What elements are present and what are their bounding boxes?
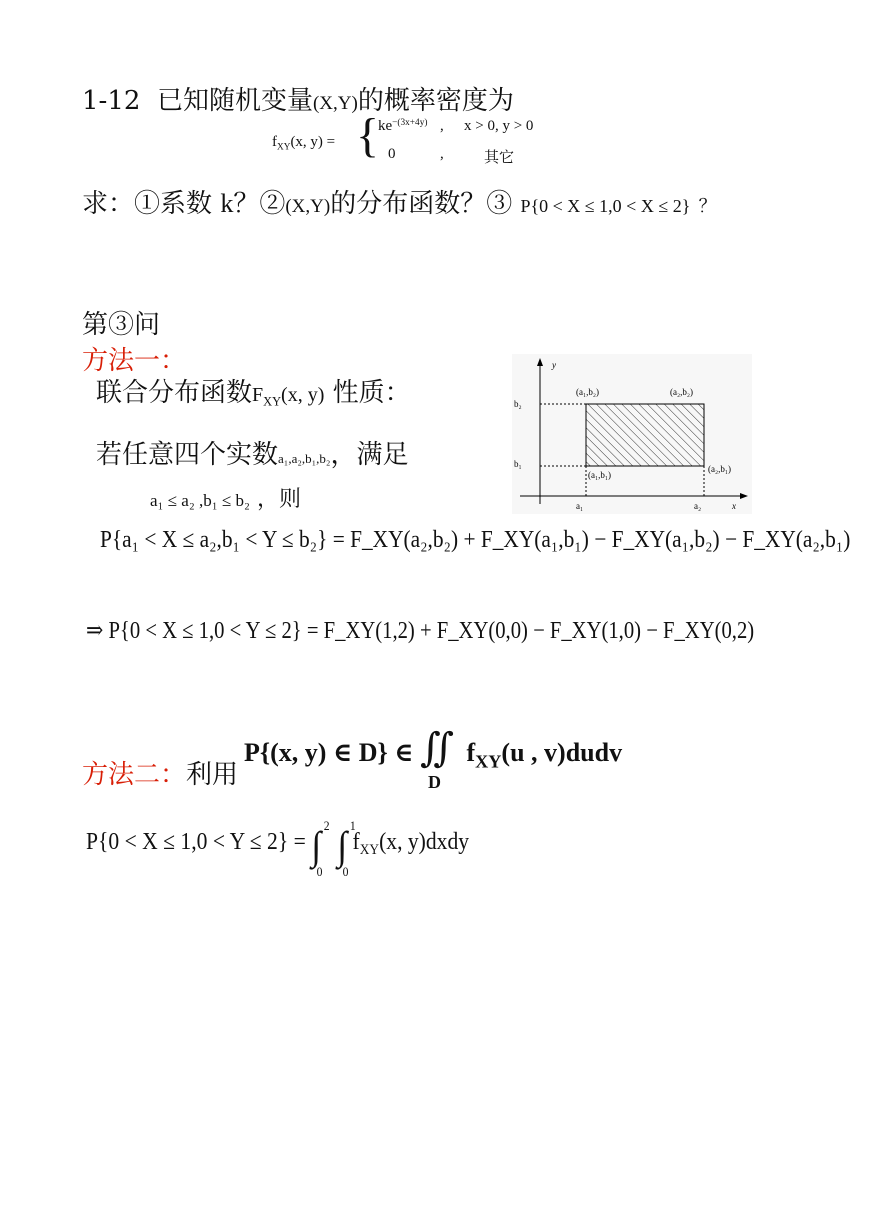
method2-formula: P{(x, y) ∈ D} ∈ ∬ D $f_{XY}(u$ , v)dudv: [244, 725, 623, 792]
q3-expr: P{0 < X ≤ 1,0 < X ≤ 2}: [520, 196, 691, 216]
intro-F: $F_{XY}(x$, y): [252, 384, 325, 409]
integral-outer: ∫ 2 0: [311, 818, 330, 879]
corner-a1b1: (a₁,b₁): [588, 470, 612, 480]
method1-title: 方法一：: [82, 346, 187, 376]
case2-comma: ,: [440, 146, 444, 162]
tick-a1: a₁: [576, 501, 584, 511]
formula-tail: (u , v)dudv: [501, 738, 623, 767]
region-label: D: [427, 772, 441, 792]
method2-calc: P{0 < X ≤ 1,0 < Y ≤ 2} = ∫ 2 0 ∫ 1 0 $f_{XY}(x$, y)dxdy: [86, 818, 470, 879]
tick-a2: a₂: [694, 501, 702, 511]
method1-result: ⇒ P{0 < X ≤ 1,0 < Y ≤ 2} = F_XY(1,2) + F_XY(0,0) − F_XY(1,0) − F_XY(0,2): [86, 618, 755, 644]
calc-f: f: [352, 829, 360, 855]
problem-rv: (X,Y): [312, 93, 358, 114]
tick-b2: b₂: [514, 399, 522, 409]
problem-stem: 已知随机变量: [156, 86, 313, 116]
cond-vars: a₁,a₂,b₁,b₂: [278, 451, 331, 466]
method2-header: [82, 754, 238, 791]
q1-mark: ①: [134, 189, 161, 219]
question-label: 求：: [82, 189, 135, 219]
integral-inner: ∫ 1 0: [337, 818, 356, 879]
corner-a2b1: (a₂,b₁): [708, 464, 732, 474]
corner-a2b2: (a₂,b₂): [670, 387, 694, 397]
case-brace: {: [356, 109, 380, 162]
axis-x-label: x: [732, 501, 736, 511]
q1-qmark: ？: [233, 189, 260, 219]
problem-number: 1-12: [82, 86, 141, 116]
calc-tail: (x, y)dxdy: [379, 829, 470, 855]
hatched-region: [586, 404, 704, 466]
case2-cond: 其它: [484, 148, 515, 166]
q1-k: k: [220, 189, 234, 218]
double-integral: ∬ D: [419, 725, 455, 792]
question-line: [82, 183, 717, 220]
formula-lhs: P{(x, y) ∈ D} ∈: [244, 738, 414, 767]
problem-stem-end: 的概率密度为: [357, 86, 514, 116]
part3-heading: 第③问: [82, 310, 161, 340]
axis-y-label: y: [552, 360, 556, 370]
case1-expr: $ke^{-(3x+4y)}$: [378, 117, 428, 134]
method1-formula: P{a₁ < X ≤ a₂,b₁ < Y ≤ b₂} = F_XY(a₂,b₂) + F_XY(a₁,b₁) − F_XY(a₁,b₂) − F_XY(a₂,b₁): [100, 527, 851, 553]
q2-mark: ②: [259, 189, 286, 219]
case2-expr: 0: [388, 146, 396, 162]
method2-use: 利用: [186, 760, 239, 790]
q3-mark: ③: [486, 189, 513, 219]
calc-lhs: P{0 < X ≤ 1,0 < Y ≤ 2} =: [86, 829, 306, 855]
case1-comma: ,: [440, 118, 444, 134]
problem-line: [82, 80, 514, 117]
method1-intro: 联合分布函数$F_{XY}(x$, y) 性质：: [96, 378, 411, 409]
q1-text: 系数: [160, 189, 213, 219]
method1-condition: 若任意四个实数a₁,a₂,b₁,b₂，满足: [96, 440, 409, 470]
density-lhs: $f_{XY}(x$, y) =: [272, 134, 336, 153]
method1-inequality: a₁ ≤ a₂ ,b₁ ≤ b₂ ，则: [150, 487, 301, 512]
tick-b1: b₁: [514, 459, 522, 469]
rectangle-figure: [512, 354, 752, 514]
corner-a1b2: (a₁,b₂): [576, 387, 600, 397]
case1-cond: x > 0, y > 0: [464, 118, 534, 134]
q2-rv: (X,Y): [285, 196, 331, 217]
q3-end: ？: [698, 196, 717, 216]
q2-text: 的分布函数？: [330, 189, 487, 219]
method2-title: 方法二：: [82, 760, 187, 790]
formula-f: f: [466, 738, 476, 767]
